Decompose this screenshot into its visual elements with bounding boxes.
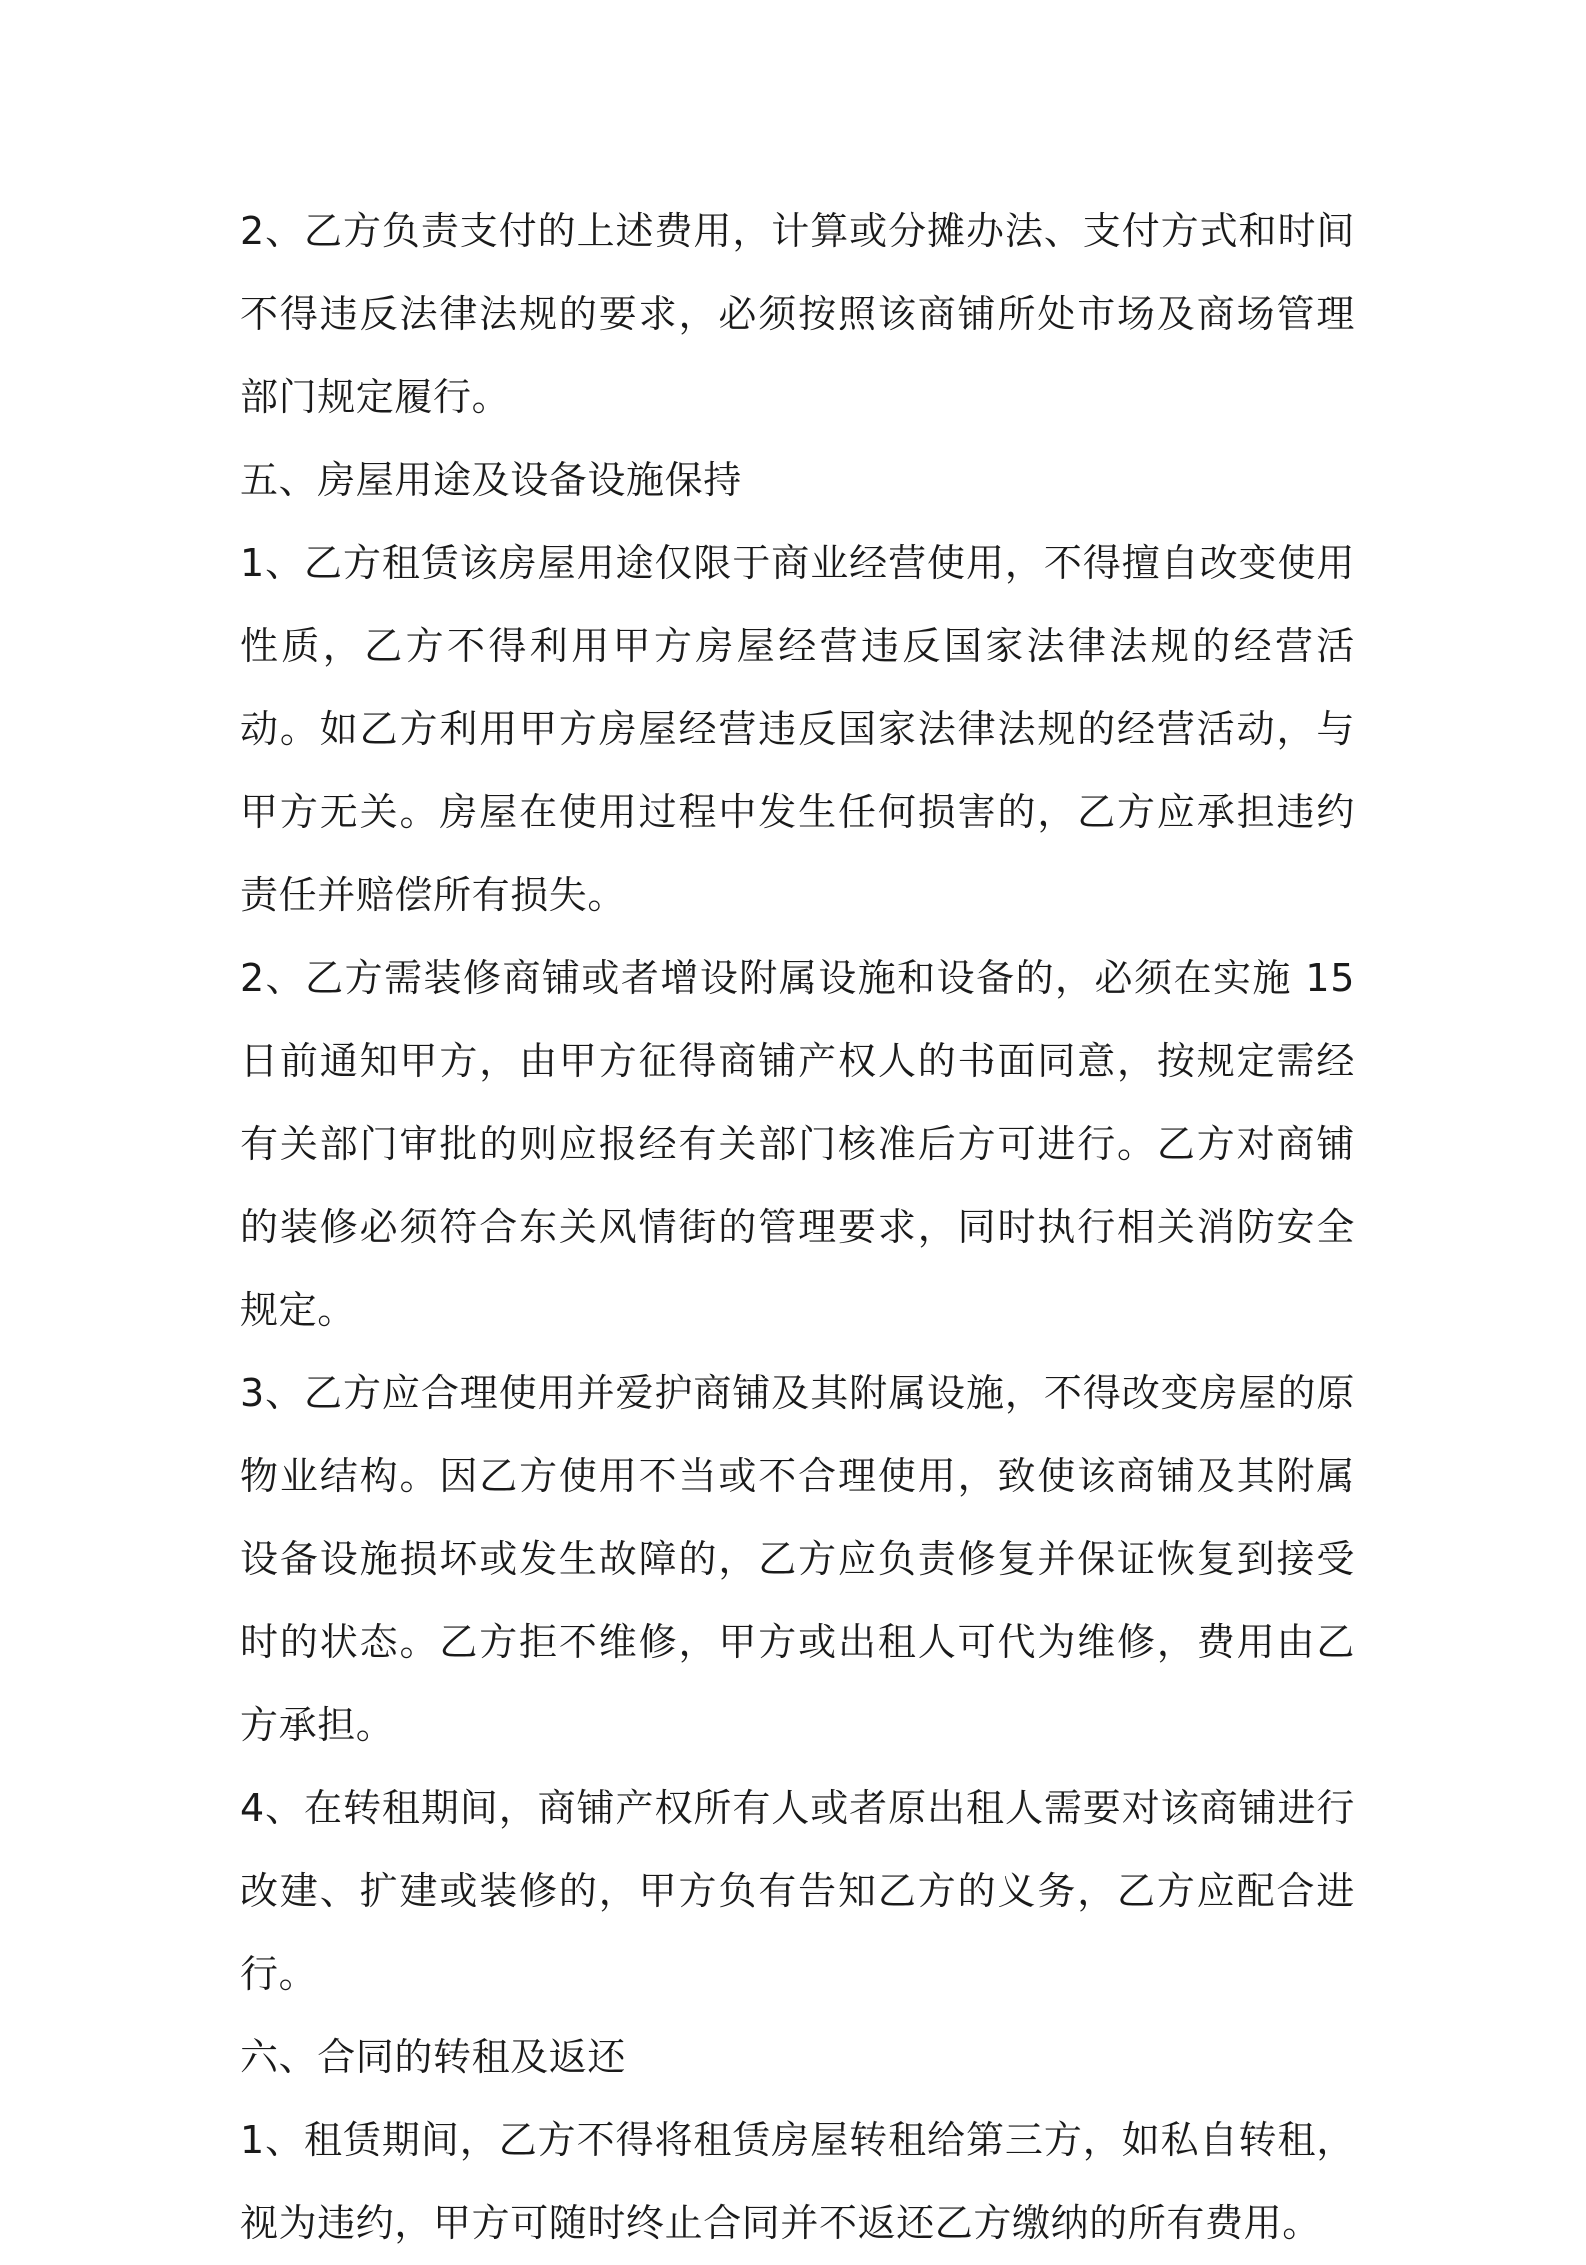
document-body xyxy=(240,190,1355,2265)
clause-paragraph: 1、租赁期间，乙方不得将租赁房屋转租给第三方，如私自转租，视为违约，甲方可随时终止合同并不返还乙方缴纳的所有费用。 xyxy=(240,2118,1355,2245)
clause-paragraph: 2、乙方需装修商铺或者增设附属设施和设备的，必须在实施 15 日前通知甲方，由甲方征得商铺产权人的书面同意，按规定需经有关部门审批的则应报经有关部门核准后方可进行。乙方对商铺的装修必须符合东关风情街的管理要求，同时执行相关消防安全规定。 xyxy=(240,956,1355,1332)
clause-paragraph: 3、乙方应合理使用并爱护商铺及其附属设施，不得改变房屋的原物业结构。因乙方使用不当或不合理使用，致使该商铺及其附属设备设施损坏或发生故障的，乙方应负责修复并保证恢复到接受时的状态。乙方拒不维修，甲方或出租人可代为维修，费用由乙方承担。 xyxy=(240,1371,1355,1747)
section-heading: 五、房屋用途及设备设施保持 xyxy=(240,458,742,502)
clause-paragraph: 2、乙方负责支付的上述费用，计算或分摊办法、支付方式和时间不得违反法律法规的要求，必须按照该商铺所处市场及商场管理部门规定履行。 xyxy=(240,209,1355,419)
clause-paragraph: 4、在转租期间，商铺产权所有人或者原出租人需要对该商铺进行改建、扩建或装修的，甲方负有告知乙方的义务，乙方应配合进行。 xyxy=(240,1786,1355,1996)
clause-paragraph: 1、乙方租赁该房屋用途仅限于商业经营使用，不得擅自改变使用性质，乙方不得利用甲方房屋经营违反国家法律法规的经营活动。如乙方利用甲方房屋经营违反国家法律法规的经营活动，与甲方无关。房屋在使用过程中发生任何损害的，乙方应承担违约责任并赔偿所有损失。 xyxy=(240,541,1355,917)
section-heading: 六、合同的转租及返还 xyxy=(240,2035,627,2079)
